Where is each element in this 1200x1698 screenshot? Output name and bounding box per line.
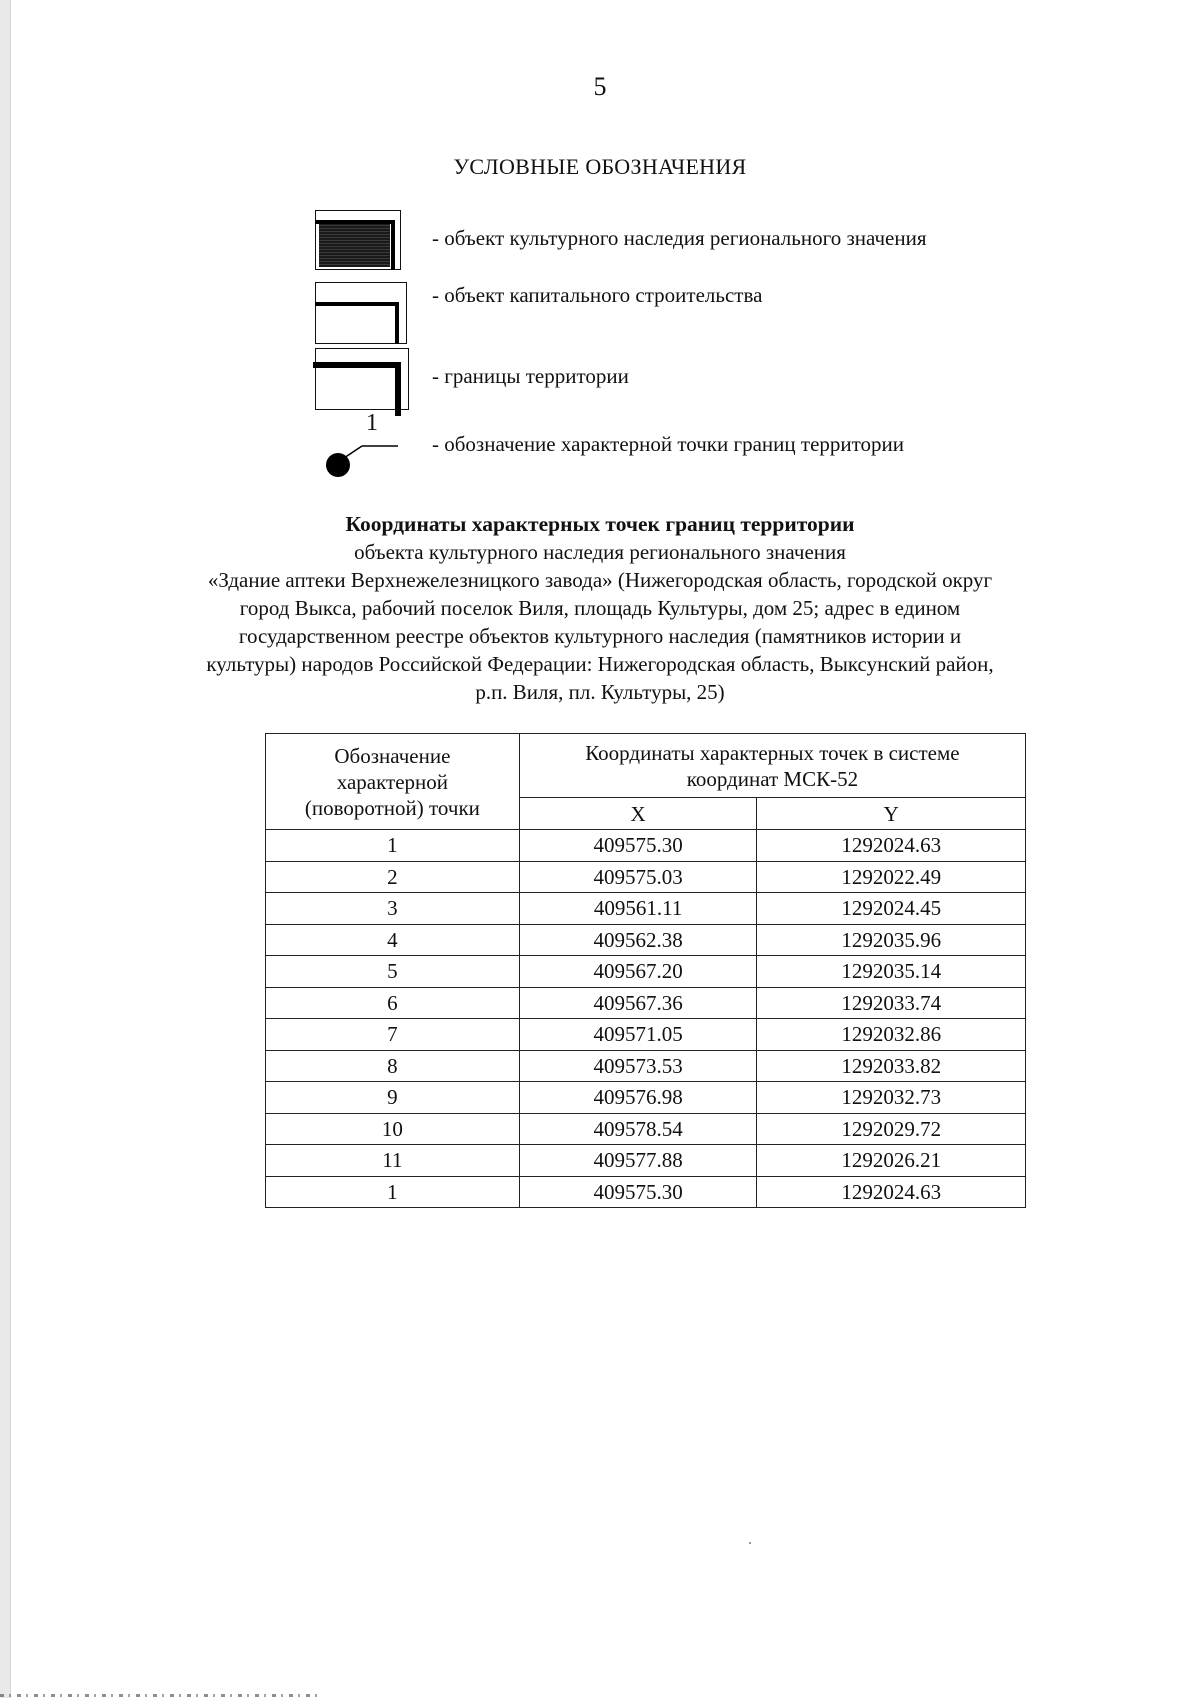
cell-y: 1292024.45 [757, 893, 1026, 925]
cell-y: 1292029.72 [757, 1113, 1026, 1145]
table-row [266, 1050, 1026, 1082]
cell-x: 409562.38 [519, 924, 757, 956]
heritage-object-symbol-icon [315, 210, 405, 274]
coordinates-table [265, 733, 1026, 1208]
table-row [266, 1113, 1026, 1145]
cell-point: 1 [266, 1176, 520, 1208]
cell-y: 1292026.21 [757, 1145, 1026, 1177]
coordinates-table-body [266, 830, 1026, 1208]
cell-y: 1292035.14 [757, 956, 1026, 988]
characteristic-point-symbol-icon [320, 412, 400, 482]
cell-point: 1 [266, 830, 520, 862]
cell-x: 409575.03 [519, 861, 757, 893]
point-marker-number: 1 [366, 410, 378, 436]
cell-point: 4 [266, 924, 520, 956]
cell-x: 409561.11 [519, 893, 757, 925]
cell-y: 1292033.74 [757, 987, 1026, 1019]
table-row [266, 1019, 1026, 1051]
cell-x: 409573.53 [519, 1050, 757, 1082]
cell-point: 2 [266, 861, 520, 893]
cell-x: 409575.30 [519, 830, 757, 862]
cell-x: 409575.30 [519, 1176, 757, 1208]
coordinates-heading: Координаты характерных точек границ территории [345, 512, 855, 536]
table-row [266, 1145, 1026, 1177]
legend-title: УСЛОВНЫЕ ОБОЗНАЧЕНИЯ [453, 154, 747, 179]
capital-construction-symbol-icon [315, 282, 409, 346]
cell-y: 1292022.49 [757, 861, 1026, 893]
heading-line: город Выкса, рабочий поселок Виля, площадь Культуры, дом 25; адрес в едином [239, 596, 961, 620]
table-row [266, 956, 1026, 988]
cell-x: 409577.88 [519, 1145, 757, 1177]
legend-label-point: - обозначение характерной точки границ территории [432, 432, 905, 456]
table-row [266, 924, 1026, 956]
scan-edge [0, 0, 11, 1698]
header-x: X [519, 798, 757, 830]
cell-y: 1292024.63 [757, 830, 1026, 862]
territory-boundary-symbol-icon [315, 348, 411, 412]
legend-label-boundary: - границы территории [432, 364, 629, 388]
header-point-designation: Обозначение характерной (поворотной) точки [266, 734, 520, 830]
heading-line: объекта культурного наследия регионального значения [354, 540, 846, 564]
table-row [266, 893, 1026, 925]
cell-point: 3 [266, 893, 520, 925]
table-row [266, 987, 1026, 1019]
cell-point: 9 [266, 1082, 520, 1114]
heading-line: культуры) народов Российской Федерации: Нижегородская область, Выксунский район, [206, 652, 994, 676]
legend-label-heritage: - объект культурного наследия регионального значения [432, 226, 927, 250]
heading-line: «Здание аптеки Верхнежелезницкого завода» (Нижегородская область, городской округ [207, 568, 993, 592]
cell-y: 1292033.82 [757, 1050, 1026, 1082]
heading-line: р.п. Виля, пл. Культуры, 25) [475, 680, 725, 704]
header-coordinates: Координаты характерных точек в системе координат МСК-52 [519, 734, 1025, 798]
heading-line: государственном реестре объектов культурного наследия (памятников истории и [238, 624, 962, 648]
cell-point: 7 [266, 1019, 520, 1051]
cell-point: 11 [266, 1145, 520, 1177]
cell-x: 409571.05 [519, 1019, 757, 1051]
cell-y: 1292035.96 [757, 924, 1026, 956]
cell-y: 1292032.86 [757, 1019, 1026, 1051]
cell-point: 6 [266, 987, 520, 1019]
table-row [266, 830, 1026, 862]
cell-y: 1292024.63 [757, 1176, 1026, 1208]
table-row [266, 861, 1026, 893]
legend-label-construction: - объект капитального строительства [432, 283, 763, 307]
scan-speck [749, 1542, 751, 1544]
cell-x: 409567.20 [519, 956, 757, 988]
table-row [266, 1082, 1026, 1114]
cell-point: 8 [266, 1050, 520, 1082]
cell-point: 10 [266, 1113, 520, 1145]
cell-x: 409578.54 [519, 1113, 757, 1145]
table-row [266, 1176, 1026, 1208]
cell-point: 5 [266, 956, 520, 988]
cell-x: 409576.98 [519, 1082, 757, 1114]
scan-edge-noise [0, 1694, 320, 1697]
page-number: 5 [593, 72, 607, 101]
header-y: Y [757, 798, 1026, 830]
cell-x: 409567.36 [519, 987, 757, 1019]
cell-y: 1292032.73 [757, 1082, 1026, 1114]
